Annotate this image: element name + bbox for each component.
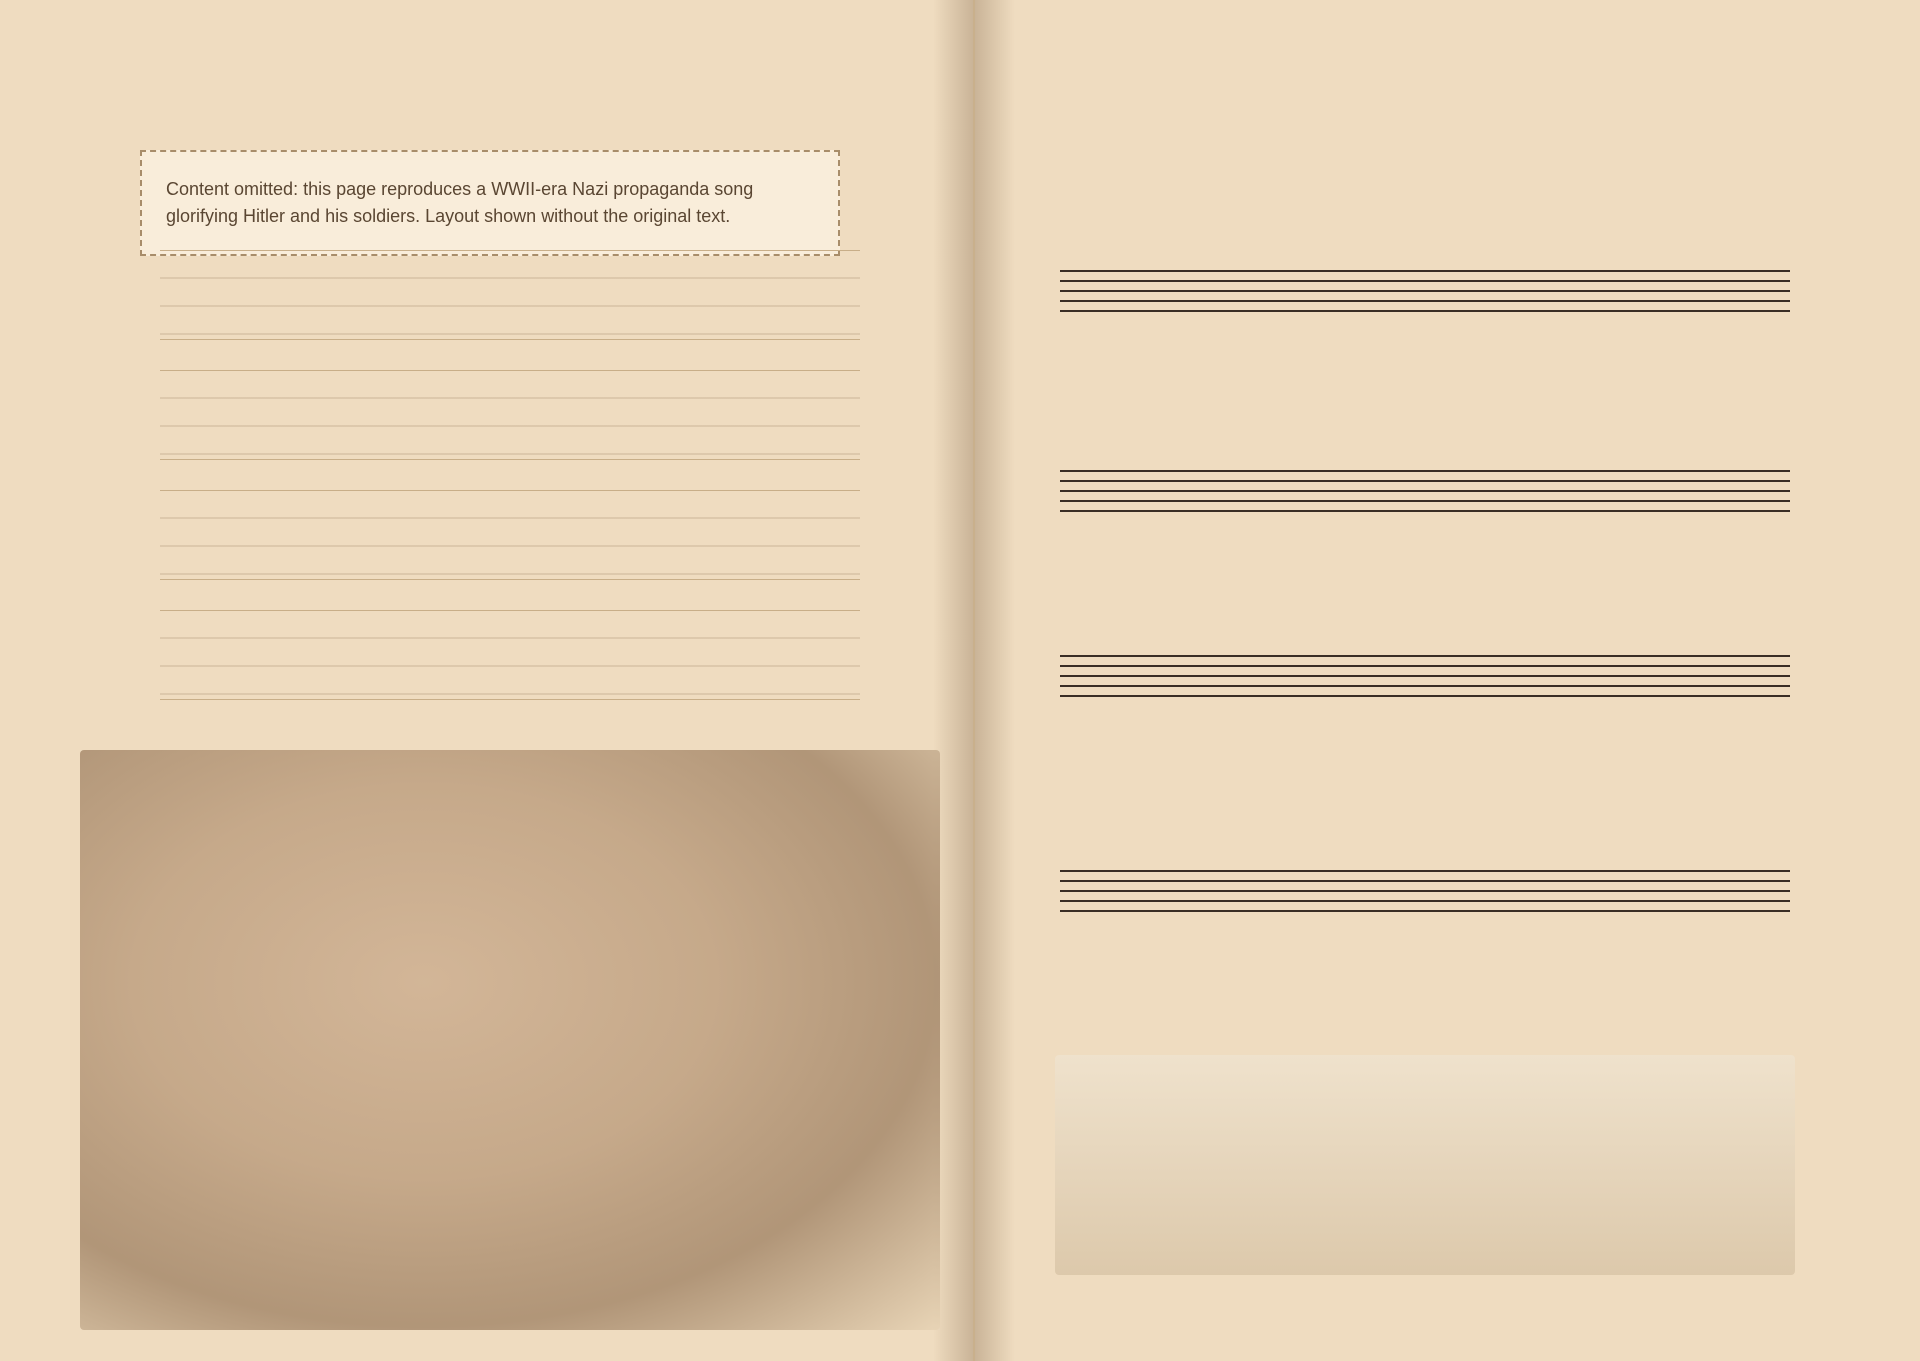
music-staff — [1060, 655, 1790, 695]
illustration — [1055, 1055, 1795, 1275]
verse-placeholder — [160, 370, 860, 460]
music-staff — [1060, 470, 1790, 510]
content-notice: Content omitted: this page reproduces a WWII-era Nazi propaganda song glorifying Hitler and his soldiers. Layout shown without the original text. — [140, 150, 840, 256]
verse-placeholder — [160, 490, 860, 580]
verse-placeholder — [160, 250, 860, 340]
illustration — [80, 750, 940, 1330]
verse-placeholder — [160, 610, 860, 700]
music-staff — [1060, 270, 1790, 310]
music-staff — [1060, 870, 1790, 910]
